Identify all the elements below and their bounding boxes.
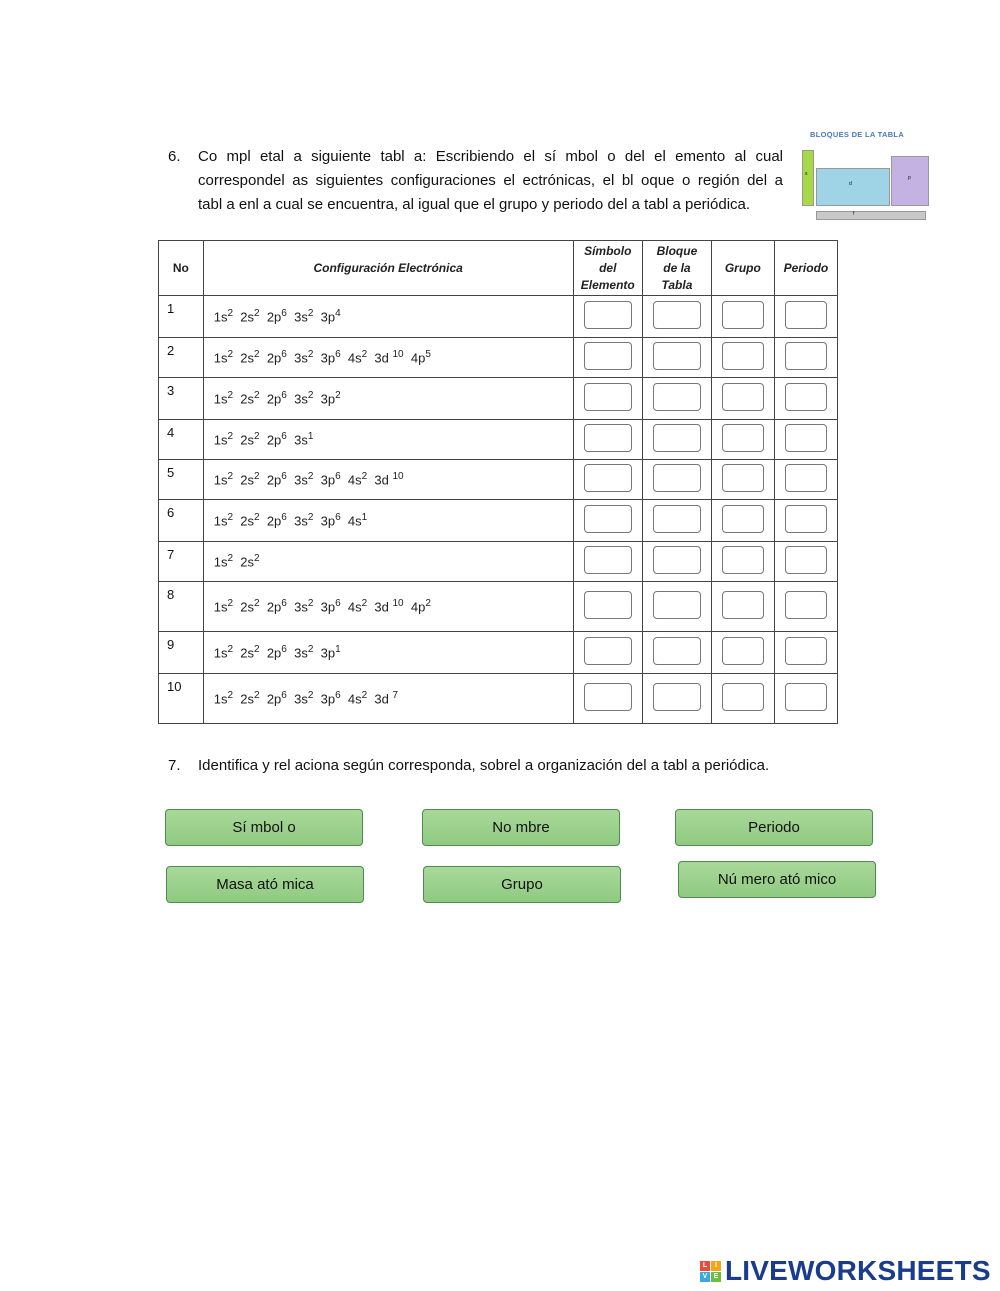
orbital-exponent: 2: [227, 598, 234, 610]
orbital-exponent: 2: [227, 431, 234, 443]
orbital: 3d: [374, 472, 393, 488]
row-number: 5: [159, 460, 204, 500]
logo-wordmark: LIVEWORKSHEETS: [725, 1255, 991, 1286]
group-input-cell: [711, 632, 774, 674]
group-input-cell: [711, 338, 774, 378]
orbital-exponent: 1: [307, 431, 314, 443]
orbital: 3s: [294, 645, 308, 661]
block-input[interactable]: [653, 464, 701, 492]
orbital: 3d: [374, 599, 393, 615]
table-row: [159, 674, 838, 724]
orbital-exponent: 5: [425, 349, 431, 361]
orbital: 1s: [213, 513, 228, 529]
orbital: 2p: [266, 472, 282, 488]
orbital-exponent: 6: [281, 431, 287, 443]
symbol-input[interactable]: [584, 383, 632, 411]
orbital: 1s: [213, 691, 228, 707]
logo-mark-letter: L: [700, 1261, 710, 1271]
orbital: 4s: [347, 350, 362, 366]
block-input[interactable]: [653, 383, 701, 411]
orbital-exponent: 2: [227, 512, 234, 524]
row-number: 3: [159, 378, 204, 420]
block-input-cell: [642, 338, 711, 378]
orbital-exponent: 6: [335, 598, 341, 610]
orbital-exponent: 2: [361, 349, 368, 361]
table-row: [159, 632, 838, 674]
period-input[interactable]: [785, 505, 827, 533]
block-input[interactable]: [653, 424, 701, 452]
block-input[interactable]: [653, 591, 701, 619]
orbital-exponent: 10: [392, 349, 404, 361]
orbital: 4p: [410, 350, 426, 366]
block-input[interactable]: [653, 342, 701, 370]
table-row: [159, 296, 838, 338]
orbital: 3s: [294, 691, 308, 707]
group-input-cell: [711, 378, 774, 420]
orbital-exponent: 2: [227, 690, 234, 702]
electron-configuration: [203, 296, 573, 338]
orbital-exponent: 6: [281, 598, 287, 610]
symbol-input[interactable]: [584, 637, 632, 665]
period-input-cell: [774, 632, 837, 674]
orbital-exponent: 2: [254, 512, 260, 524]
symbol-input-cell: [573, 338, 642, 378]
f-block: [816, 211, 926, 220]
row-number: 9: [159, 632, 204, 674]
orbital-exponent: 6: [335, 512, 341, 524]
header-symbol-line: Símbolo: [584, 243, 632, 258]
orbital-exponent: 2: [307, 690, 314, 702]
orbital-exponent: 2: [254, 471, 260, 483]
block-input[interactable]: [653, 683, 701, 711]
group-input-cell: [711, 542, 774, 582]
orbital-exponent: 2: [254, 308, 260, 320]
orbital-exponent: 2: [227, 644, 234, 656]
orbital: 3p: [320, 391, 336, 407]
period-input-cell: [774, 338, 837, 378]
orbital: 2s: [240, 645, 255, 661]
table-row: [159, 420, 838, 460]
symbol-input[interactable]: [584, 546, 632, 574]
orbital: 3s: [294, 350, 308, 366]
orbital-exponent: 2: [307, 308, 314, 320]
header-period: Periodo: [774, 241, 837, 296]
orbital: 3p: [320, 472, 336, 488]
orbital: 3s: [294, 599, 308, 615]
orbital: 2s: [240, 309, 255, 325]
orbital: 2s: [240, 691, 255, 707]
orbital: 4s: [347, 691, 362, 707]
group-input[interactable]: [722, 591, 764, 619]
orbital: 1s: [213, 645, 228, 661]
table-row: [159, 460, 838, 500]
orbital: 2p: [266, 391, 282, 407]
block-input[interactable]: [653, 546, 701, 574]
orbital: 3s: [294, 391, 308, 407]
block-input-cell: [642, 420, 711, 460]
orbital: 2p: [266, 432, 282, 448]
orbital: 3s: [294, 309, 308, 325]
orbital-exponent: 2: [254, 598, 260, 610]
d-block-label: d: [849, 181, 852, 187]
row-number: 7: [159, 542, 204, 582]
period-input[interactable]: [785, 424, 827, 452]
symbol-input-cell: [573, 296, 642, 338]
logo-mark-letter: I: [711, 1261, 721, 1271]
header-group: Grupo: [711, 241, 774, 296]
orbital: 4s: [347, 472, 362, 488]
orbital-exponent: 1: [335, 644, 341, 656]
orbital: 2p: [266, 513, 282, 529]
symbol-input-cell: [573, 542, 642, 582]
period-input[interactable]: [785, 342, 827, 370]
chip-grupo[interactable]: Grupo: [423, 866, 621, 903]
orbital: 1s: [213, 472, 228, 488]
header-block-line: Bloque: [656, 243, 698, 258]
period-input[interactable]: [785, 383, 827, 411]
chip-numero-atomico[interactable]: Nú mero ató mico: [678, 861, 876, 898]
orbital-exponent: 2: [254, 390, 260, 402]
orbital: 3p: [320, 513, 336, 529]
orbital-exponent: 6: [335, 690, 341, 702]
orbital-exponent: 2: [307, 512, 314, 524]
chip-masa-atomica[interactable]: Masa ató mica: [166, 866, 364, 903]
configuration-table: [158, 240, 838, 724]
orbital: 2s: [240, 350, 255, 366]
electron-configuration: [203, 338, 573, 378]
symbol-input-cell: [573, 460, 642, 500]
period-input[interactable]: [785, 464, 827, 492]
group-input-cell: [711, 582, 774, 632]
chip-nombre[interactable]: No mbre: [422, 809, 620, 846]
group-input[interactable]: [722, 683, 764, 711]
block-input-cell: [642, 296, 711, 338]
logo-mark-letter: E: [711, 1272, 721, 1282]
orbital: 1s: [213, 554, 228, 570]
symbol-input[interactable]: [584, 683, 632, 711]
orbital-exponent: 2: [254, 644, 260, 656]
orbital: 4s: [347, 513, 362, 529]
orbital-exponent: 2: [307, 349, 314, 361]
electron-configuration: [203, 500, 573, 542]
symbol-input[interactable]: [584, 342, 632, 370]
table-body: [159, 296, 838, 724]
question-6-line-1: Co mpl etal a siguiente tabl a: Escribiendo el sí mbol o del el emento al cual: [198, 148, 783, 165]
electron-configuration: [203, 420, 573, 460]
period-input-cell: [774, 542, 837, 582]
f-block-label: f: [853, 211, 855, 217]
table-row: [159, 582, 838, 632]
orbital-exponent: 6: [281, 390, 287, 402]
group-input[interactable]: [722, 424, 764, 452]
period-input[interactable]: [785, 683, 827, 711]
symbol-input-cell: [573, 378, 642, 420]
block-input-cell: [642, 460, 711, 500]
orbital-exponent: 6: [335, 349, 341, 361]
row-number: 1: [159, 296, 204, 338]
orbital: 2s: [240, 391, 255, 407]
orbital: 3p: [320, 309, 336, 325]
orbital-exponent: 6: [281, 690, 287, 702]
block-input[interactable]: [653, 301, 701, 329]
orbital: 2p: [266, 599, 282, 615]
group-input-cell: [711, 460, 774, 500]
question-7-number: 7.: [168, 757, 181, 774]
orbital-exponent: 6: [281, 644, 287, 656]
question-6-number: 6.: [168, 148, 181, 165]
orbital-exponent: 2: [361, 598, 368, 610]
symbol-input[interactable]: [584, 464, 632, 492]
s-block: [802, 150, 814, 206]
orbital-exponent: 2: [227, 390, 234, 402]
header-block-line: Tabla: [661, 277, 693, 292]
orbital-exponent: 2: [307, 390, 314, 402]
orbital: 2s: [240, 554, 255, 570]
period-input-cell: [774, 460, 837, 500]
orbital-exponent: 6: [281, 349, 287, 361]
period-input[interactable]: [785, 591, 827, 619]
symbol-input-cell: [573, 632, 642, 674]
symbol-input[interactable]: [584, 591, 632, 619]
header-block-line: de la: [663, 260, 691, 275]
electron-configuration: [203, 378, 573, 420]
orbital-exponent: 2: [227, 308, 234, 320]
group-input[interactable]: [722, 546, 764, 574]
table-header-row: [159, 241, 838, 296]
group-input-cell: [711, 296, 774, 338]
row-number: 8: [159, 582, 204, 632]
orbital-exponent: 1: [361, 512, 368, 524]
orbital-exponent: 2: [361, 471, 368, 483]
orbital: 4s: [347, 599, 362, 615]
period-input-cell: [774, 420, 837, 460]
header-symbol: [573, 241, 642, 296]
orbital-exponent: 2: [254, 349, 260, 361]
block-input-cell: [642, 582, 711, 632]
orbital-exponent: 4: [335, 308, 341, 320]
period-input[interactable]: [785, 301, 827, 329]
header-symbol-line: del: [599, 260, 617, 275]
block-input-cell: [642, 674, 711, 724]
group-input[interactable]: [722, 464, 764, 492]
electron-configuration: [203, 632, 573, 674]
orbital: 2p: [266, 691, 282, 707]
orbital-exponent: 7: [392, 690, 399, 702]
periodic-blocks-image: [800, 128, 930, 224]
block-input-cell: [642, 500, 711, 542]
orbital: 3s: [294, 472, 308, 488]
orbital-exponent: 2: [227, 471, 234, 483]
p-block: [891, 156, 929, 206]
d-block: [816, 168, 890, 206]
orbital: 3d: [374, 691, 393, 707]
orbital-exponent: 2: [307, 644, 314, 656]
question-6-line-2: correspondel as siguientes configuraciones el ectrónicas, el bl oque o región del a: [198, 172, 783, 189]
table-row: [159, 542, 838, 582]
period-input[interactable]: [785, 546, 827, 574]
orbital-exponent: 6: [335, 471, 341, 483]
header-no: No: [159, 241, 204, 296]
orbital: 2s: [240, 513, 255, 529]
electron-configuration: [203, 582, 573, 632]
orbital: 3p: [320, 599, 336, 615]
liveworksheets-logo: [700, 1254, 991, 1288]
header-block: [642, 241, 711, 296]
orbital-exponent: 2: [307, 598, 314, 610]
period-input-cell: [774, 582, 837, 632]
block-input-cell: [642, 632, 711, 674]
s-block-label: s: [805, 171, 808, 177]
symbol-input[interactable]: [584, 301, 632, 329]
block-input[interactable]: [653, 505, 701, 533]
symbol-input-cell: [573, 582, 642, 632]
orbital: 2p: [266, 309, 282, 325]
header-symbol-line: Elemento: [580, 277, 635, 292]
orbital: 1s: [213, 432, 228, 448]
orbital: 3p: [320, 350, 336, 366]
orbital: 3p: [320, 691, 336, 707]
group-input-cell: [711, 500, 774, 542]
period-input[interactable]: [785, 637, 827, 665]
orbital-exponent: 2: [361, 690, 368, 702]
symbol-input[interactable]: [584, 505, 632, 533]
group-input[interactable]: [722, 383, 764, 411]
group-input[interactable]: [722, 505, 764, 533]
orbital-exponent: 2: [254, 431, 260, 443]
period-input-cell: [774, 296, 837, 338]
orbital: 2p: [266, 645, 282, 661]
group-input[interactable]: [722, 637, 764, 665]
table-row: [159, 378, 838, 420]
question-6-text: [198, 145, 783, 217]
block-input-cell: [642, 542, 711, 582]
symbol-input[interactable]: [584, 424, 632, 452]
row-number: 4: [159, 420, 204, 460]
orbital-exponent: 6: [281, 512, 287, 524]
row-number: 10: [159, 674, 204, 724]
symbol-input-cell: [573, 674, 642, 724]
question-6-line-3: tabl a enl a cual se encuentra, al igual que el grupo y periodo del a tabl a periódica.: [198, 196, 751, 213]
row-number: 6: [159, 500, 204, 542]
table-row: [159, 500, 838, 542]
orbital-exponent: 10: [392, 598, 404, 610]
orbital: 1s: [213, 391, 228, 407]
table-row: [159, 338, 838, 378]
orbital-exponent: 6: [281, 471, 287, 483]
group-input-cell: [711, 420, 774, 460]
orbital: 3p: [320, 645, 336, 661]
orbital: 1s: [213, 350, 228, 366]
orbital-exponent: 10: [392, 471, 404, 483]
electron-configuration: [203, 542, 573, 582]
group-input-cell: [711, 674, 774, 724]
blocks-caption: BLOQUES DE LA TABLA: [810, 130, 905, 139]
period-input-cell: [774, 500, 837, 542]
group-input[interactable]: [722, 301, 764, 329]
chip-periodo[interactable]: Periodo: [675, 809, 873, 846]
p-block-label: p: [908, 175, 911, 181]
row-number: 2: [159, 338, 204, 378]
orbital: 1s: [213, 599, 228, 615]
period-input-cell: [774, 674, 837, 724]
orbital: 3s: [294, 513, 308, 529]
orbital: 2s: [240, 432, 255, 448]
period-input-cell: [774, 378, 837, 420]
electron-configuration: [203, 674, 573, 724]
logo-mark-icon: [700, 1261, 721, 1282]
orbital-exponent: 2: [254, 553, 260, 565]
logo-mark-letter: V: [700, 1272, 710, 1282]
orbital-exponent: 2: [425, 598, 431, 610]
orbital-exponent: 6: [281, 308, 287, 320]
block-input[interactable]: [653, 637, 701, 665]
symbol-input-cell: [573, 420, 642, 460]
orbital: 4p: [410, 599, 426, 615]
orbital-exponent: 2: [307, 471, 314, 483]
symbol-input-cell: [573, 500, 642, 542]
chip-simbolo[interactable]: Sí mbol o: [165, 809, 363, 846]
orbital-exponent: 2: [227, 553, 234, 565]
block-input-cell: [642, 378, 711, 420]
orbital-exponent: 2: [335, 390, 341, 402]
electron-configuration: [203, 460, 573, 500]
orbital: 3s: [294, 432, 308, 448]
orbital: 2s: [240, 472, 255, 488]
orbital: 2p: [266, 350, 282, 366]
group-input[interactable]: [722, 342, 764, 370]
header-config: Configuración Electrónica: [203, 241, 573, 296]
question-7-text: Identifica y rel aciona según corresponda, sobrel a organización del a tabl a periódica.: [198, 757, 770, 774]
orbital: 2s: [240, 599, 255, 615]
orbital-exponent: 2: [227, 349, 234, 361]
orbital-exponent: 2: [254, 690, 260, 702]
orbital: 3d: [374, 350, 393, 366]
orbital: 1s: [213, 309, 228, 325]
